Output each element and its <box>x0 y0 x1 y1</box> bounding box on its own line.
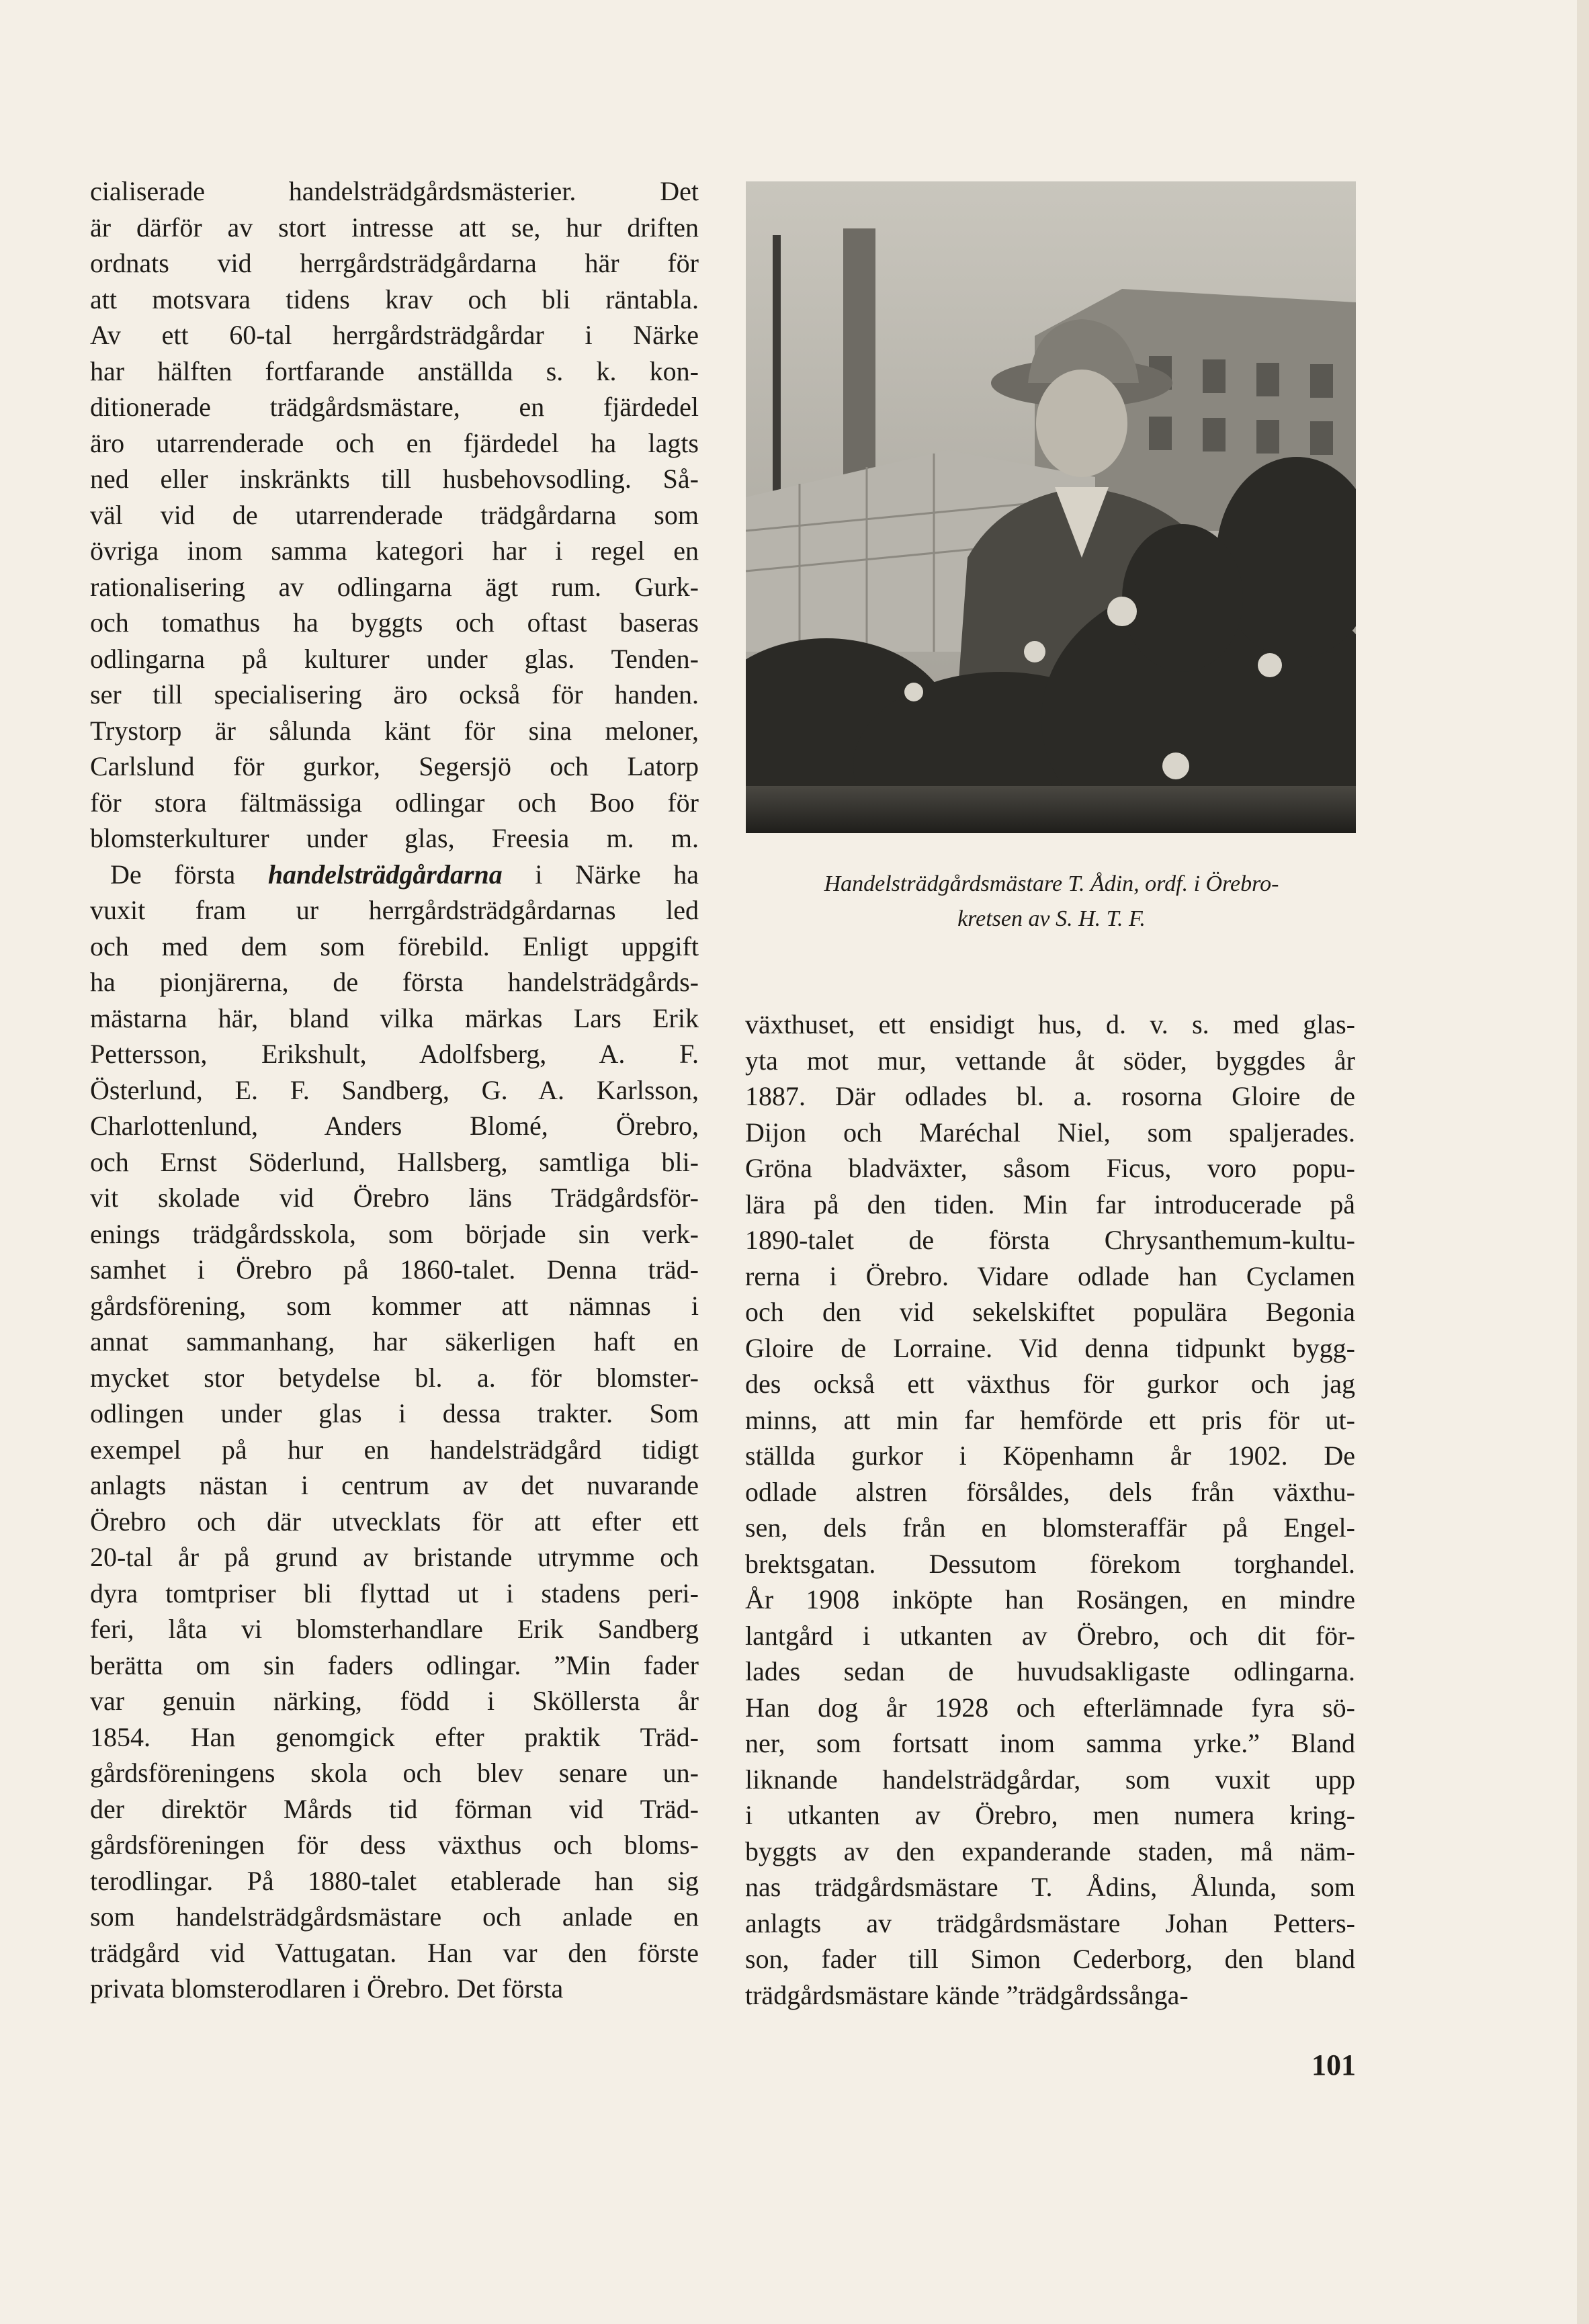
text-line: Örebro och där utvecklats för att efter ett <box>90 1506 699 1537</box>
text-line: minns, att min far hemförde ett pris för ut- <box>745 1404 1355 1435</box>
text-line: lantgård i utkanten av Örebro, och dit för- <box>745 1620 1355 1651</box>
right-text-column <box>745 1006 1355 2013</box>
text-line: att motsvara tidens krav och bli räntabla. <box>90 284 699 314</box>
text-line: son, fader till Simon Cederborg, den bland <box>745 1944 1355 1974</box>
text-line: 1887. Där odlades bl. a. rosorna Gloire de <box>745 1081 1355 1111</box>
text-line: liknande handelsträdgårdar, som vuxit upp <box>745 1764 1355 1795</box>
photo-illustration <box>746 181 1356 833</box>
text-line: och Ernst Söderlund, Hallsberg, samtliga bli- <box>90 1146 699 1177</box>
text-line: anlagts nästan i centrum av det nuvarande <box>90 1470 699 1500</box>
text-line: 1854. Han genomgick efter praktik Träd- <box>90 1721 699 1752</box>
text-line: berätta om sin faders odlingar. ”Min fader <box>90 1649 699 1680</box>
text-line: annat sammanhang, har säkerligen haft en <box>90 1326 699 1357</box>
text-line: Av ett 60-tal herrgårdsträdgårdar i Närke <box>90 320 699 350</box>
text-line: Charlottenlund, Anders Blomé, Örebro, <box>90 1111 699 1141</box>
text-line: gårdsförening, som kommer att nämnas i <box>90 1290 699 1321</box>
text-line: rerna i Örebro. Vidare odlade han Cyclamen <box>745 1260 1355 1291</box>
text-line: trädgårdsmästare kände ”trädgårdssånga- <box>745 1979 1189 2010</box>
text-line: ditionerade trädgårdsmästare, en fjärdedel <box>90 392 699 422</box>
text-line: som handelsträdgårdsmästare och anlade en <box>90 1901 699 1932</box>
emphasized-term: handelsträdgårdarna <box>267 859 503 890</box>
text-line: feri, låta vi blomsterhandlare Erik Sandberg <box>90 1614 699 1644</box>
text-line: Gröna bladväxter, såsom Ficus, voro popu- <box>745 1153 1355 1183</box>
text-line: Pettersson, Erikshult, Adolfsberg, A. F. <box>90 1039 699 1069</box>
text-line: gårdsföreningens skola och blev senare un- <box>90 1758 699 1788</box>
line-tail: i Närke ha <box>535 859 699 890</box>
text-line: mycket stor betydelse bl. a. för blomster- <box>90 1362 699 1393</box>
text-line: cialiserade handelsträdgårdsmästerier. Det <box>90 176 699 206</box>
text-line: blomsterkulturer under glas, Freesia m. m. <box>90 823 699 853</box>
text-line: äro utarrenderade och en fjärdedel ha lagts <box>90 427 699 458</box>
text-line: enings trädgårdsskola, som började sin verk- <box>90 1218 699 1249</box>
text-line: Carlslund för gurkor, Segersjö och Latorp <box>90 751 699 781</box>
text-line: ned eller inskränkts till husbehovsodling. Så- <box>90 464 699 494</box>
text-line: odlingarna på kulturer under glas. Tenden- <box>90 643 699 674</box>
text-line: sen, dels från en blomsteraffär på Engel- <box>745 1512 1355 1543</box>
text-line: samhet i Örebro på 1860-talet. Denna träd- <box>90 1254 699 1285</box>
text-line: var genuin närking, född i Sköllersta år <box>90 1686 699 1716</box>
text-line: trädgård vid Vattugatan. Han var den förste <box>90 1937 699 1968</box>
text-line: ner, som fortsatt inom samma yrke.” Bland <box>745 1728 1355 1758</box>
text-line: 20-tal år på grund av bristande utrymme och <box>90 1542 699 1572</box>
text-line: ha pionjärerna, de första handelsträdgårds- <box>90 967 699 997</box>
photo-caption <box>739 867 1364 937</box>
text-line: ställda gurkor i Köpenhamn år 1902. De <box>745 1440 1355 1471</box>
text-line: Trystorp är sålunda känt för sina meloner, <box>90 715 699 746</box>
text-line: väl vid de utarrenderade trädgårdarna som <box>90 499 699 530</box>
portrait-photograph <box>746 181 1356 833</box>
text-line: privata blomsterodlaren i Örebro. Det första <box>90 1973 564 2004</box>
text-line: brektsgatan. Dessutom förekom torghandel. <box>745 1548 1355 1579</box>
text-line: odlade alstren försåldes, dels från växthu- <box>745 1476 1355 1507</box>
text-line: nas trädgårdsmästare T. Ådins, Ålunda, som <box>745 1872 1355 1902</box>
text-line: för stora fältmässiga odlingar och Boo för <box>90 787 699 818</box>
text-line: dyra tomtpriser bli flyttad ut i stadens peri- <box>90 1578 699 1608</box>
text-line: 1890-talet de första Chrysanthemum-kultu- <box>745 1225 1355 1255</box>
left-text-column <box>90 173 699 2007</box>
text-line: exempel på hur en handelsträdgård tidigt <box>90 1434 699 1465</box>
text-line: har hälften fortfarande anställda s. k. kon- <box>90 355 699 386</box>
text-line: rationalisering av odlingarna ägt rum. Gurk- <box>90 571 699 602</box>
text-line: lära på den tiden. Min far introducerade på <box>745 1189 1355 1219</box>
text-line: lades sedan de huvudsakligaste odlingarna. <box>745 1656 1355 1686</box>
text-line: växthuset, ett ensidigt hus, d. v. s. med glas- <box>745 1009 1355 1039</box>
text-line: är därför av stort intresse att se, hur driften <box>90 212 699 243</box>
text-line: der direktör Mårds tid förman vid Träd- <box>90 1793 699 1824</box>
text-line: Gloire de Lorraine. Vid denna tidpunkt bygg- <box>745 1332 1355 1363</box>
text-line: i utkanten av Örebro, men numera kring- <box>745 1800 1355 1830</box>
page-number: 101 <box>1312 2049 1356 2081</box>
text-line <box>90 857 699 893</box>
text-line: anlagts av trädgårdsmästare Johan Petters- <box>745 1907 1355 1938</box>
text-line: yta mot mur, vettande åt söder, byggdes år <box>745 1045 1355 1076</box>
text-line: vit skolade vid Örebro läns Trädgårdsför- <box>90 1182 699 1213</box>
text-line: övriga inom samma kategori har i regel en <box>90 535 699 566</box>
caption-line-2: kretsen av S. H. T. F. <box>957 906 1146 931</box>
text-line: och den vid sekelskiftet populära Begonia <box>745 1297 1355 1327</box>
caption-line-1: Handelsträdgårdsmästare T. Ådin, ordf. i Örebro- <box>824 871 1279 896</box>
text-line: Österlund, E. F. Sandberg, G. A. Karlsson, <box>90 1074 699 1105</box>
text-line: vuxit fram ur herrgårdsträdgårdarnas led <box>90 895 699 925</box>
line-lead: De första <box>110 859 236 890</box>
text-line: terodlingar. På 1880-talet etablerade han sig <box>90 1865 699 1896</box>
text-line: byggts av den expanderande staden, må näm- <box>745 1836 1355 1866</box>
text-line: gårdsföreningen för dess växthus och bloms- <box>90 1830 699 1860</box>
text-line: des också ett växthus för gurkor och jag <box>745 1369 1355 1399</box>
text-line: Dijon och Maréchal Niel, som spaljerades. <box>745 1117 1355 1148</box>
text-line: ser till specialisering äro också för handen. <box>90 679 699 709</box>
text-line: Han dog år 1928 och efterlämnade fyra sö- <box>745 1692 1355 1723</box>
text-line: År 1908 inköpte han Rosängen, en mindre <box>745 1584 1355 1615</box>
text-line: ordnats vid herrgårdsträdgårdarna här för <box>90 248 699 278</box>
text-line: och med dem som förebild. Enligt uppgift <box>90 931 699 961</box>
text-line: och tomathus ha byggts och oftast baseras <box>90 607 699 638</box>
text-line: mästarna här, bland vilka märkas Lars Erik <box>90 1002 699 1033</box>
text-line: odlingen under glas i dessa trakter. Som <box>90 1398 699 1428</box>
